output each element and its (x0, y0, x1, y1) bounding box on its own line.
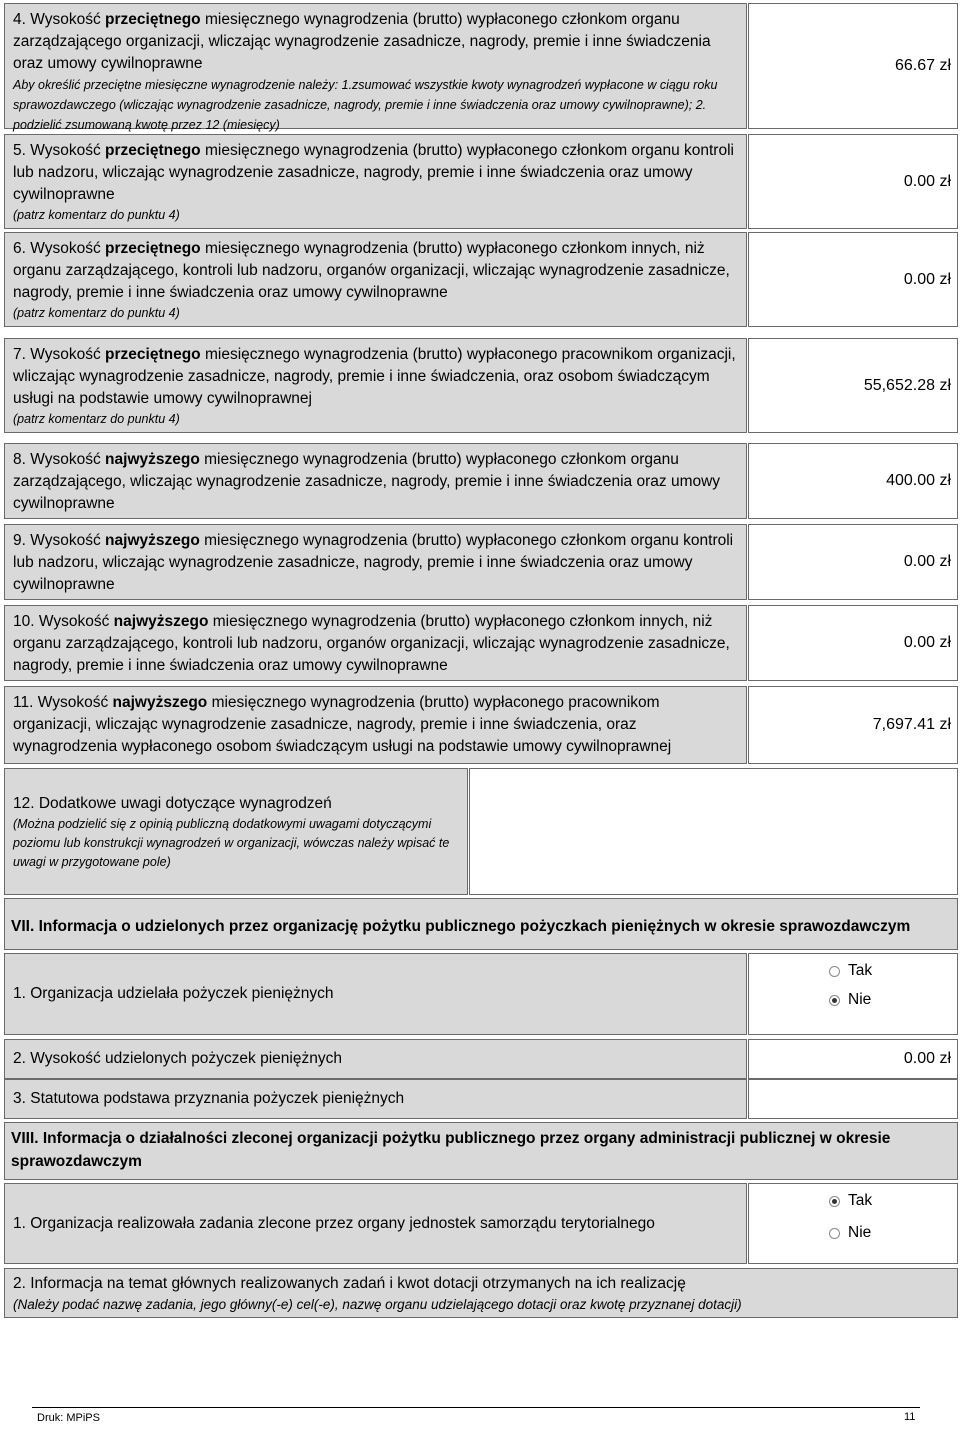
row-6-value[interactable]: 0.00 zł (748, 232, 958, 327)
radio-selected-icon (829, 1196, 840, 1207)
row-6-label: 6. Wysokość przeciętnego miesięcznego wynagrodzenia (brutto) wypłaconego członkom innych, niż organu zarządzającego, kontroli lub nadzoru, organów organizacji, wliczając wynagrodzenie zasadnicze, nagrody, premie i inne świadczenia oraz umowy cywilnoprawne (patrz komentarz do punktu 4) (4, 232, 747, 327)
row-4-hint: Aby określić przeciętne miesięczne wynagrodzenie należy: 1.zsumować wszystkie kwoty wynagrodzeń wypłacone w ciągu roku sprawozdawczego (wliczając wynagrodzenie zasadnicze, nagrody, premie i inne świadczenia oraz umowy cywilnoprawne); 2. podzielić zsumowaną kwotę przez 12 (miesięcy) (13, 78, 718, 132)
section-8-q1-option-tak[interactable]: Tak (829, 1192, 872, 1210)
row-11-label: 11. Wysokość najwyższego miesięcznego wynagrodzenia (brutto) wypłaconego pracownikom organizacji, wliczając wynagrodzenie zasadnicze, nagrody, premie i inne świadczenia, oraz wynagrodzenia wypłaconego osobom świadczącym usługi na podstawie umowy cywilnoprawnej (4, 686, 747, 764)
section-7-q1-option-tak[interactable]: Tak (829, 962, 872, 980)
row-5-note: (patrz komentarz do punktu 4) (13, 208, 180, 222)
footer-divider (32, 1407, 920, 1408)
radio-icon (829, 966, 840, 977)
row-5-value[interactable]: 0.00 zł (748, 134, 958, 229)
radio-selected-icon (829, 995, 840, 1006)
section-8-header: VIII. Informacja o działalności zleconej organizacji pożytku publicznego przez organy administracji publicznej w okresie sprawozdawczym (4, 1122, 958, 1180)
section-8-q1-label: 1. Organizacja realizowała zadania zlecone przez organy jednostek samorządu terytorialnego (4, 1183, 747, 1264)
row-4-label: 4. Wysokość przeciętnego miesięcznego wynagrodzenia (brutto) wypłaconego członkom organu zarządzającego organizacji, wliczając wynagrodzenie zasadnicze, nagrody, premie i inne świadczenia oraz umowy cywilnoprawne Aby określić przeciętne miesięczne wynagrodzenie należy: 1.zsumować wszystkie kwoty wynagrodzeń wypłacone w ciągu roku sprawozdawczego (wliczając wynagrodzenie zasadnicze, nagrody, premie i inne świadczenia oraz umowy cywilnoprawne); 2. podzielić zsumowaną kwotę przez 12 (miesięcy) (4, 3, 747, 129)
row-4-value[interactable]: 66.67 zł (748, 3, 958, 129)
page-number: 11 (904, 1411, 916, 1423)
row-5-label: 5. Wysokość przeciętnego miesięcznego wynagrodzenia (brutto) wypłaconego członkom organu kontroli lub nadzoru, wliczając wynagrodzenie zasadnicze, nagrody, premie i inne świadczenia oraz umowy cywilnoprawne (patrz komentarz do punktu 4) (4, 134, 747, 229)
radio-icon (829, 1228, 840, 1239)
section-7-q1-options (748, 953, 958, 1035)
section-8-q1-options (748, 1183, 958, 1264)
row-8-label: 8. Wysokość najwyższego miesięcznego wynagrodzenia (brutto) wypłaconego członkom organu zarządzającego, wliczając wynagrodzenie zasadnicze, nagrody, premie i inne świadczenia oraz umowy cywilnoprawne (4, 443, 747, 519)
row-9-value[interactable]: 0.00 zł (748, 524, 958, 600)
section-7-q1-option-nie[interactable]: Nie (829, 991, 871, 1009)
row-10-label: 10. Wysokość najwyższego miesięcznego wynagrodzenia (brutto) wypłaconego członkom innych, niż organu zarządzającego, kontroli lub nadzoru, organów organizacji, wliczając wynagrodzenie zasadnicze, nagrody, premie i inne świadczenia oraz umowy cywilnoprawne (4, 605, 747, 681)
remarks-label: 12. Dodatkowe uwagi dotyczące wynagrodzeń (Można podzielić się z opinią publiczną dodatkowymi uwagami dotyczącymi poziomu lub konstrukcji wynagrodzeń w organizacji, wówczas należy wpisać te uwagi w przygotowane pole) (4, 768, 468, 895)
section-7-q3-label: 3. Statutowa podstawa przyznania pożyczek pieniężnych (4, 1079, 747, 1119)
section-7-q3-input[interactable] (748, 1079, 958, 1119)
section-8-q2-label: 2. Informacja na temat głównych realizowanych zadań i kwot dotacji otrzymanych na ich realizację (Należy podać nazwę zadania, jego główny(-e) cel(-e), nazwę organu udzielającego dotacji oraz kwotę przyznanej dotacji) (4, 1268, 958, 1318)
row-9-label: 9. Wysokość najwyższego miesięcznego wynagrodzenia (brutto) wypłaconego członkom organu kontroli lub nadzoru, wliczając wynagrodzenie zasadnicze, nagrody, premie i inne świadczenia oraz umowy cywilnoprawne (4, 524, 747, 600)
section-8-q1-option-nie[interactable]: Nie (829, 1224, 871, 1242)
row-6-note: (patrz komentarz do punktu 4) (13, 306, 180, 320)
remarks-input[interactable] (469, 768, 958, 895)
section-7-header: VII. Informacja o udzielonych przez organizację pożytku publicznego pożyczkach pieniężnych w okresie sprawozdawczym (4, 898, 958, 950)
row-8-value[interactable]: 400.00 zł (748, 443, 958, 519)
row-7-note: (patrz komentarz do punktu 4) (13, 412, 180, 426)
row-7-value[interactable]: 55,652.28 zł (748, 338, 958, 433)
remarks-note: (Można podzielić się z opinią publiczną dodatkowymi uwagami dotyczącymi poziomu lub konstrukcji wynagrodzeń w organizacji, wówczas należy wpisać te uwagi w przygotowane pole) (13, 817, 450, 869)
footer-print-label: Druk: MPiPS (37, 1412, 100, 1424)
section-7-q2-value[interactable]: 0.00 zł (748, 1039, 958, 1079)
row-10-value[interactable]: 0.00 zł (748, 605, 958, 681)
section-8-q2-note: (Należy podać nazwę zadania, jego główny(-e) cel(-e), nazwę organu udzielającego dotacji oraz kwotę przyznanej dotacji) (13, 1297, 742, 1312)
section-7-q1-label: 1. Organizacja udzielała pożyczek pieniężnych (4, 953, 747, 1035)
row-11-value[interactable]: 7,697.41 zł (748, 686, 958, 764)
row-7-label: 7. Wysokość przeciętnego miesięcznego wynagrodzenia (brutto) wypłaconego pracownikom organizacji, wliczając wynagrodzenie zasadnicze, nagrody, premie i inne świadczenia, oraz osobom świadczącym usługi na podstawie umowy cywilnoprawnej (patrz komentarz do punktu 4) (4, 338, 747, 433)
section-7-q2-label: 2. Wysokość udzielonych pożyczek pieniężnych (4, 1039, 747, 1079)
